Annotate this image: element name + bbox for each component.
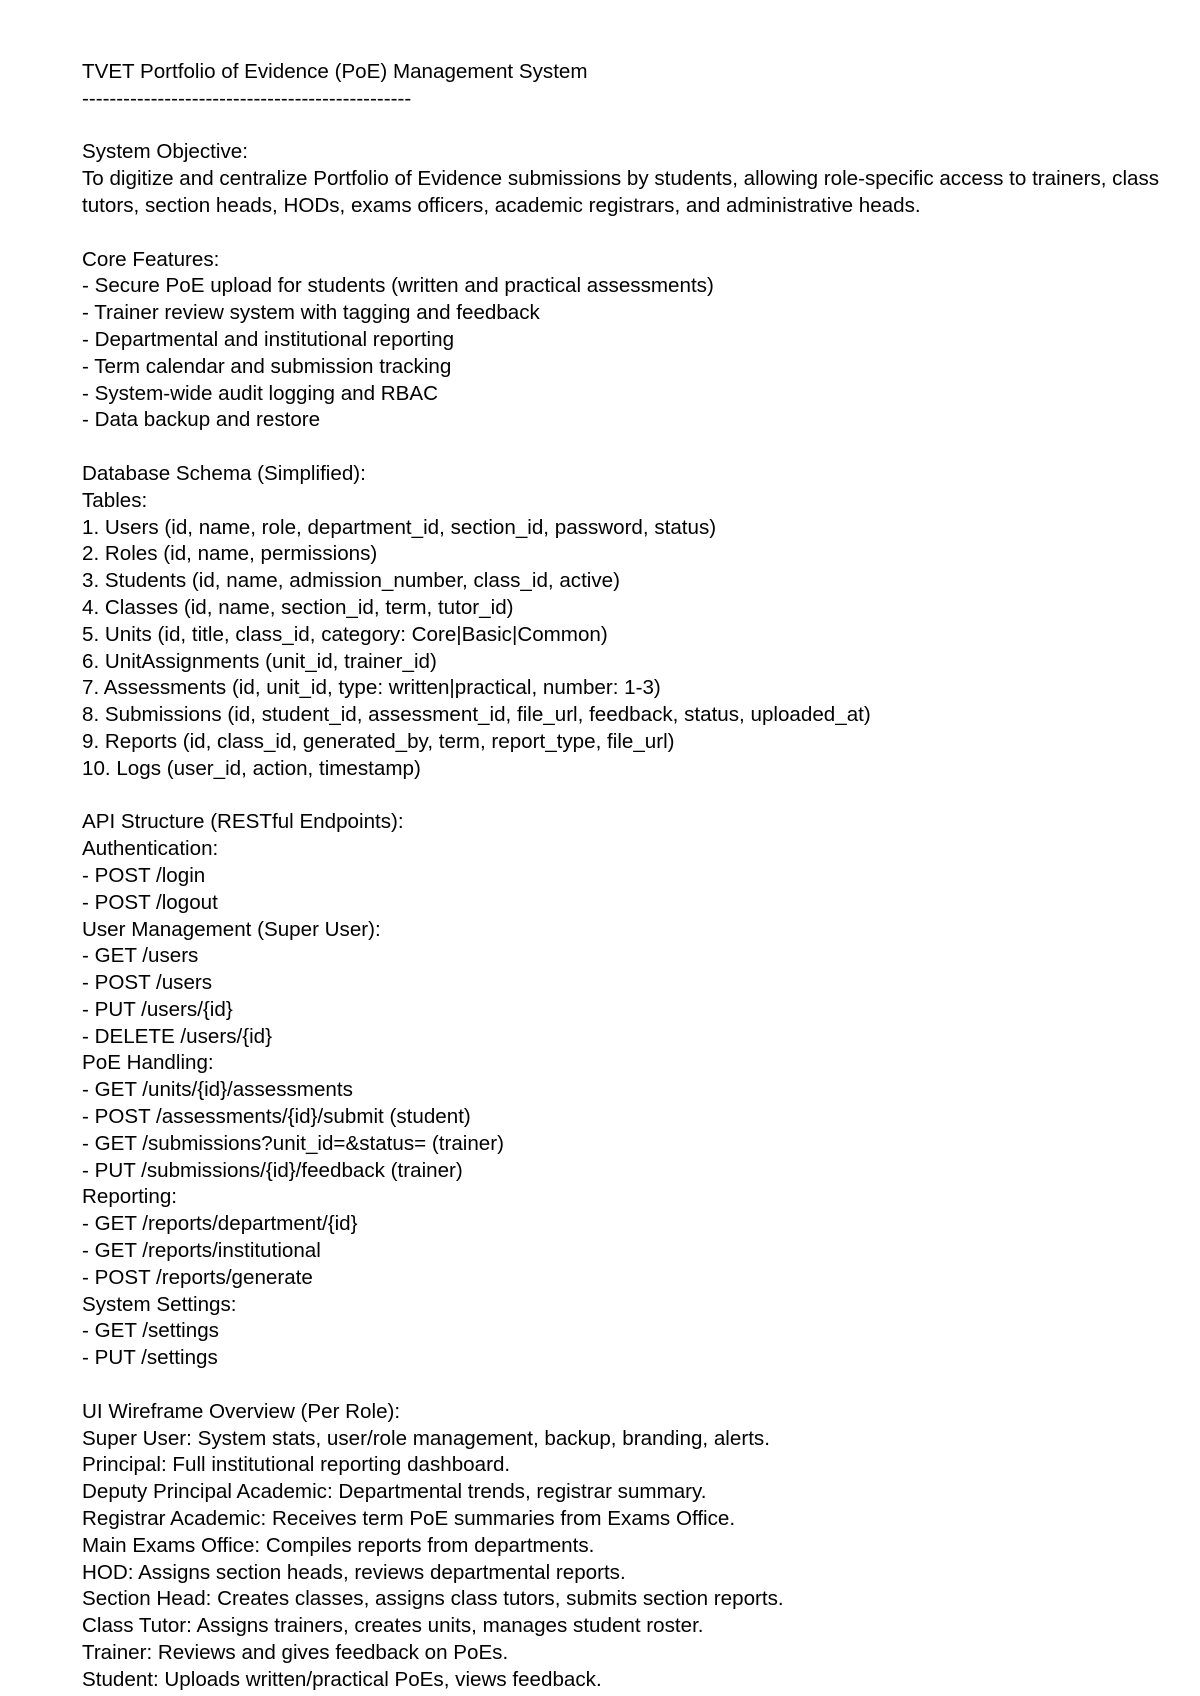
api-endpoint: - PUT /settings [82,1346,218,1370]
api-endpoint: - GET /units/{id}/assessments [82,1078,353,1102]
feature-item: - System-wide audit logging and RBAC [82,381,438,405]
schema-subheading: Tables: [82,488,148,512]
spacer [82,220,1172,247]
feature-item: - Departmental and institutional reporting [82,327,455,351]
ui-role-item: Class Tutor: Assigns trainers, creates units, manages student roster. [82,1614,704,1638]
api-group-label: User Management (Super User): [82,917,381,941]
ui-role-item: Main Exams Office: Compiles reports from departments. [82,1533,595,1557]
schema-heading: Database Schema (Simplified): [82,461,366,485]
api-endpoint: - GET /settings [82,1319,219,1343]
document-title: TVET Portfolio of Evidence (PoE) Management System [82,60,588,83]
api-group-label: Authentication: [82,837,219,861]
api-endpoint: - POST /assessments/{id}/submit (student) [82,1105,471,1129]
api-endpoint: - POST /users [82,971,213,995]
spacer [82,434,1172,461]
schema-table-item: 5. Units (id, title, class_id, category: Core|Basic|Common) [82,622,608,646]
schema-table-item: 4. Classes (id, name, section_id, term, tutor_id) [82,595,514,619]
api-endpoint: - GET /submissions?unit_id=&status= (trainer) [82,1131,504,1155]
api-endpoint: - PUT /submissions/{id}/feedback (trainer) [82,1158,463,1182]
api-group-label: Reporting: [82,1185,178,1209]
api-endpoint: - POST /login [82,863,206,887]
objective-text: To digitize and centralize Portfolio of Evidence submissions by students, allowing role-specific access to trainers, class tutors, section heads, HODs, exams officers, academic registrars, and administrative heads. [82,167,1160,217]
feature-item: - Data backup and restore [82,408,321,432]
schema-table-item: 8. Submissions (id, student_id, assessment_id, file_url, feedback, status, uploaded_at) [82,703,871,727]
api-endpoint: - POST /logout [82,890,218,914]
api-endpoint: - GET /reports/department/{id} [82,1212,358,1236]
api-endpoint: - GET /users [82,944,199,968]
api-endpoint: - GET /reports/institutional [82,1239,321,1263]
ui-role-item: Trainer: Reviews and gives feedback on PoEs. [82,1641,509,1665]
ui-role-item: Deputy Principal Academic: Departmental trends, registrar summary. [82,1480,707,1504]
ui-role-item: Super User: System stats, user/role management, backup, branding, alerts. [82,1426,770,1450]
api-endpoint: - DELETE /users/{id} [82,1024,272,1048]
schema-table-item: 3. Students (id, name, admission_number, class_id, active) [82,569,620,593]
spacer [82,113,1172,140]
ui-role-item: Section Head: Creates classes, assigns class tutors, submits section reports. [82,1587,784,1611]
feature-item: - Secure PoE upload for students (written and practical assessments) [82,274,714,298]
schema-table-item: 2. Roles (id, name, permissions) [82,542,378,566]
features-heading: Core Features: [82,247,220,271]
ui-role-item: Registrar Academic: Receives term PoE summaries from Exams Office. [82,1507,736,1531]
title-divider: ------------------------------------------------ [82,86,412,110]
ui-heading: UI Wireframe Overview (Per Role): [82,1399,401,1423]
schema-table-item: 7. Assessments (id, unit_id, type: written|practical, number: 1-3) [82,676,661,700]
ui-role-item: HOD: Assigns section heads, reviews departmental reports. [82,1560,626,1584]
api-endpoint: - PUT /users/{id} [82,997,233,1021]
schema-table-item: 9. Reports (id, class_id, generated_by, term, report_type, file_url) [82,729,675,753]
spacer [82,783,1172,810]
objective-heading: System Objective: [82,140,248,164]
feature-item: - Term calendar and submission tracking [82,354,452,378]
api-heading: API Structure (RESTful Endpoints): [82,810,404,834]
spacer [82,1372,1172,1399]
document-page [82,59,1172,1694]
feature-item: - Trainer review system with tagging and feedback [82,301,540,325]
ui-role-item: Principal: Full institutional reporting dashboard. [82,1453,511,1477]
api-endpoint: - POST /reports/generate [82,1265,313,1289]
schema-table-item: 10. Logs (user_id, action, timestamp) [82,756,421,780]
api-group-label: System Settings: [82,1292,237,1316]
api-group-label: PoE Handling: [82,1051,214,1075]
ui-role-item: Student: Uploads written/practical PoEs, views feedback. [82,1667,602,1691]
schema-table-item: 6. UnitAssignments (unit_id, trainer_id) [82,649,437,673]
schema-table-item: 1. Users (id, name, role, department_id, section_id, password, status) [82,515,717,539]
